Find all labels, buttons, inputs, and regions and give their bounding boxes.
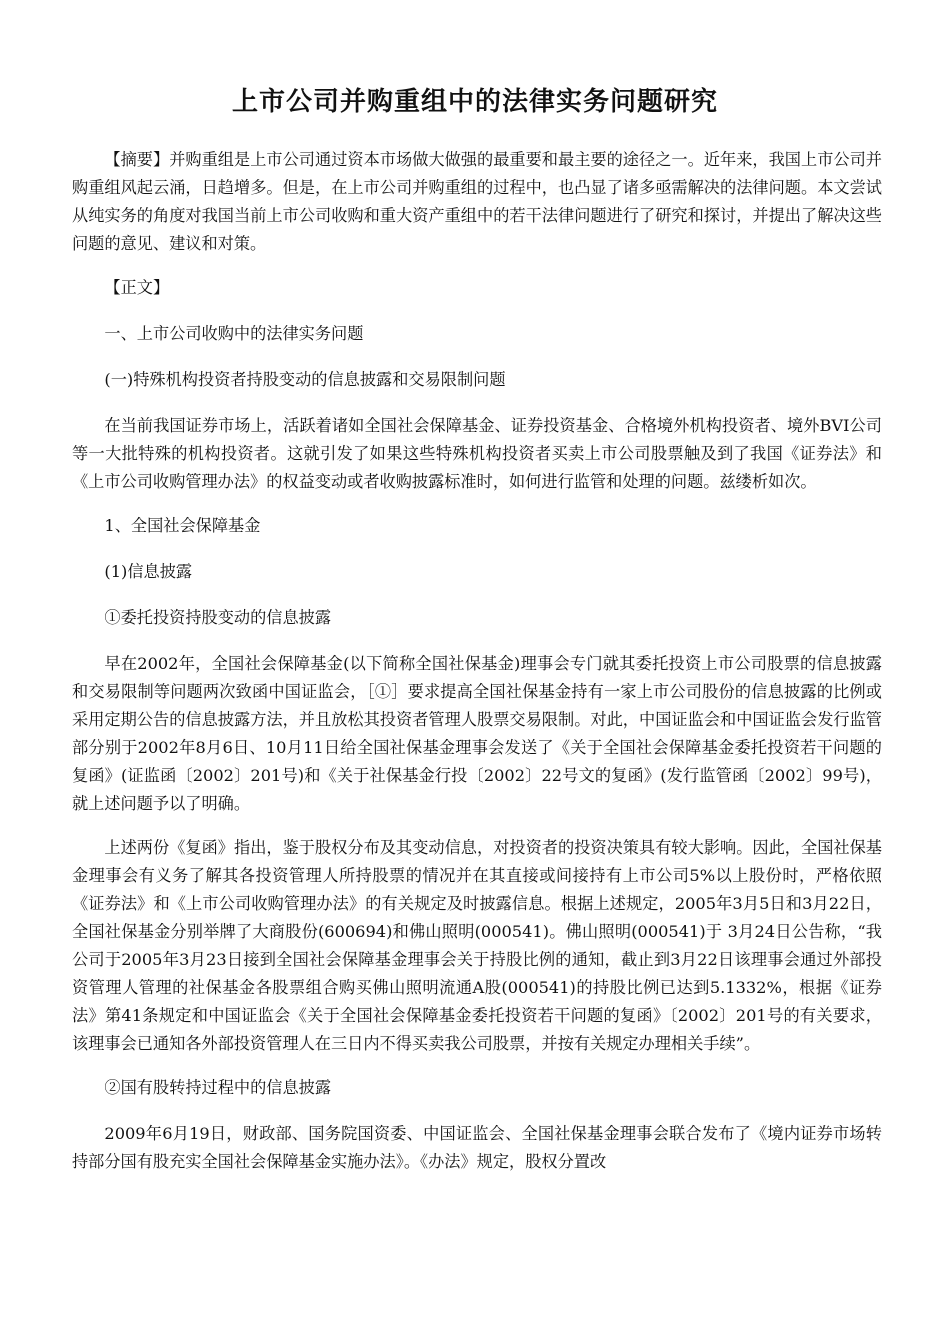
item-heading: 1、全国社会保障基金 bbox=[104, 516, 261, 535]
point-heading: ②国有股转持过程中的信息披露 bbox=[104, 1078, 332, 1097]
body-paragraph: 上述两份《复函》指出，鉴于股权分布及其变动信息，对投资者的投资决策具有较大影响。因此，全国社保基金理事会有义务了解其各投资管理人所持股票的情况并在其直接或间接持有上市公司5%以上股份时，严格依照《证券法》和《上市公司收购管理办法》的有关规定及时披露信息。根据上述规定，2005年3月5日和3月22日，全国社保基金分别举牌了大商股份(600694)和佛山照明(000541)。佛山照明(000541)于 3月24日公告称，“我公司于2005年3月23日接到全国社会保障基金理事会关于持股比例的通知，截止到3月22日该理事会通过外部投资管理人管理的社保基金各股票组合购买佛山照明流通A股(000541)的持股比例已达到5.1332%，根据《证券法》第41条规定和中国证监会《关于全国社会保障基金委托投资若干问题的复函》〔2002〕201号的有关要求，该理事会已通知各外部投资管理人在三日内不得买卖我公司股票，并按有关规定办理相关手续”。 bbox=[72, 838, 882, 1053]
body-paragraph: 早在2002年，全国社会保障基金(以下简称全国社保基金)理事会专门就其委托投资上市公司股票的信息披露和交易限制等问题两次致函中国证监会，［①］要求提高全国社保基金持有一家上市公司股份的信息披露的比例或采用定期公告的信息披露方法，并且放松其投资者管理人股票交易限制。对此，中国证监会和中国证监会发行监管部分别于2002年8月6日、10月11日给全国社保基金理事会发送了《关于全国社会保障基金委托投资若干问题的复函》(证监函〔2002〕201号)和《关于社保基金行投〔2002〕22号文的复函》(发行监管函〔2002〕99号)，就上述问题予以了明确。 bbox=[72, 654, 882, 813]
abstract-paragraph: 【摘要】并购重组是上市公司通过资本市场做大做强的最重要和最主要的途径之一。近年来，我国上市公司并购重组风起云涌，日趋增多。但是，在上市公司并购重组的过程中，也凸显了诸多亟需解决的法律问题。本文尝试从纯实务的角度对我国当前上市公司收购和重大资产重组中的若干法律问题进行了研究和探讨，并提出了解决这些问题的意见、建议和对策。 bbox=[72, 150, 882, 253]
point-heading: ①委托投资持股变动的信息披露 bbox=[104, 608, 332, 627]
subsection-heading: (一)特殊机构投资者持股变动的信息披露和交易限制问题 bbox=[104, 370, 506, 389]
subitem-heading: (1)信息披露 bbox=[104, 562, 193, 581]
document-body bbox=[72, 146, 882, 1192]
document-title: 上市公司并购重组中的法律实务问题研究 bbox=[231, 87, 718, 117]
body-paragraph: 在当前我国证券市场上，活跃着诸如全国社会保障基金、证券投资基金、合格境外机构投资者、境外BVI公司等一大批特殊的机构投资者。这就引发了如果这些特殊机构投资者买卖上市公司股票触及到了我国《证券法》和《上市公司收购管理办法》的权益变动或者收购披露标准时，如何进行监管和处理的问题。兹缕析如次。 bbox=[72, 416, 882, 491]
section-heading: 一、上市公司收购中的法律实务问题 bbox=[104, 324, 364, 343]
body-paragraph: 2009年6月19日，财政部、国务院国资委、中国证监会、全国社保基金理事会联合发布了《境内证券市场转持部分国有股充实全国社会保障基金实施办法》。《办法》规定，股权分置改 bbox=[72, 1124, 882, 1171]
body-label: 【正文】 bbox=[104, 278, 170, 297]
